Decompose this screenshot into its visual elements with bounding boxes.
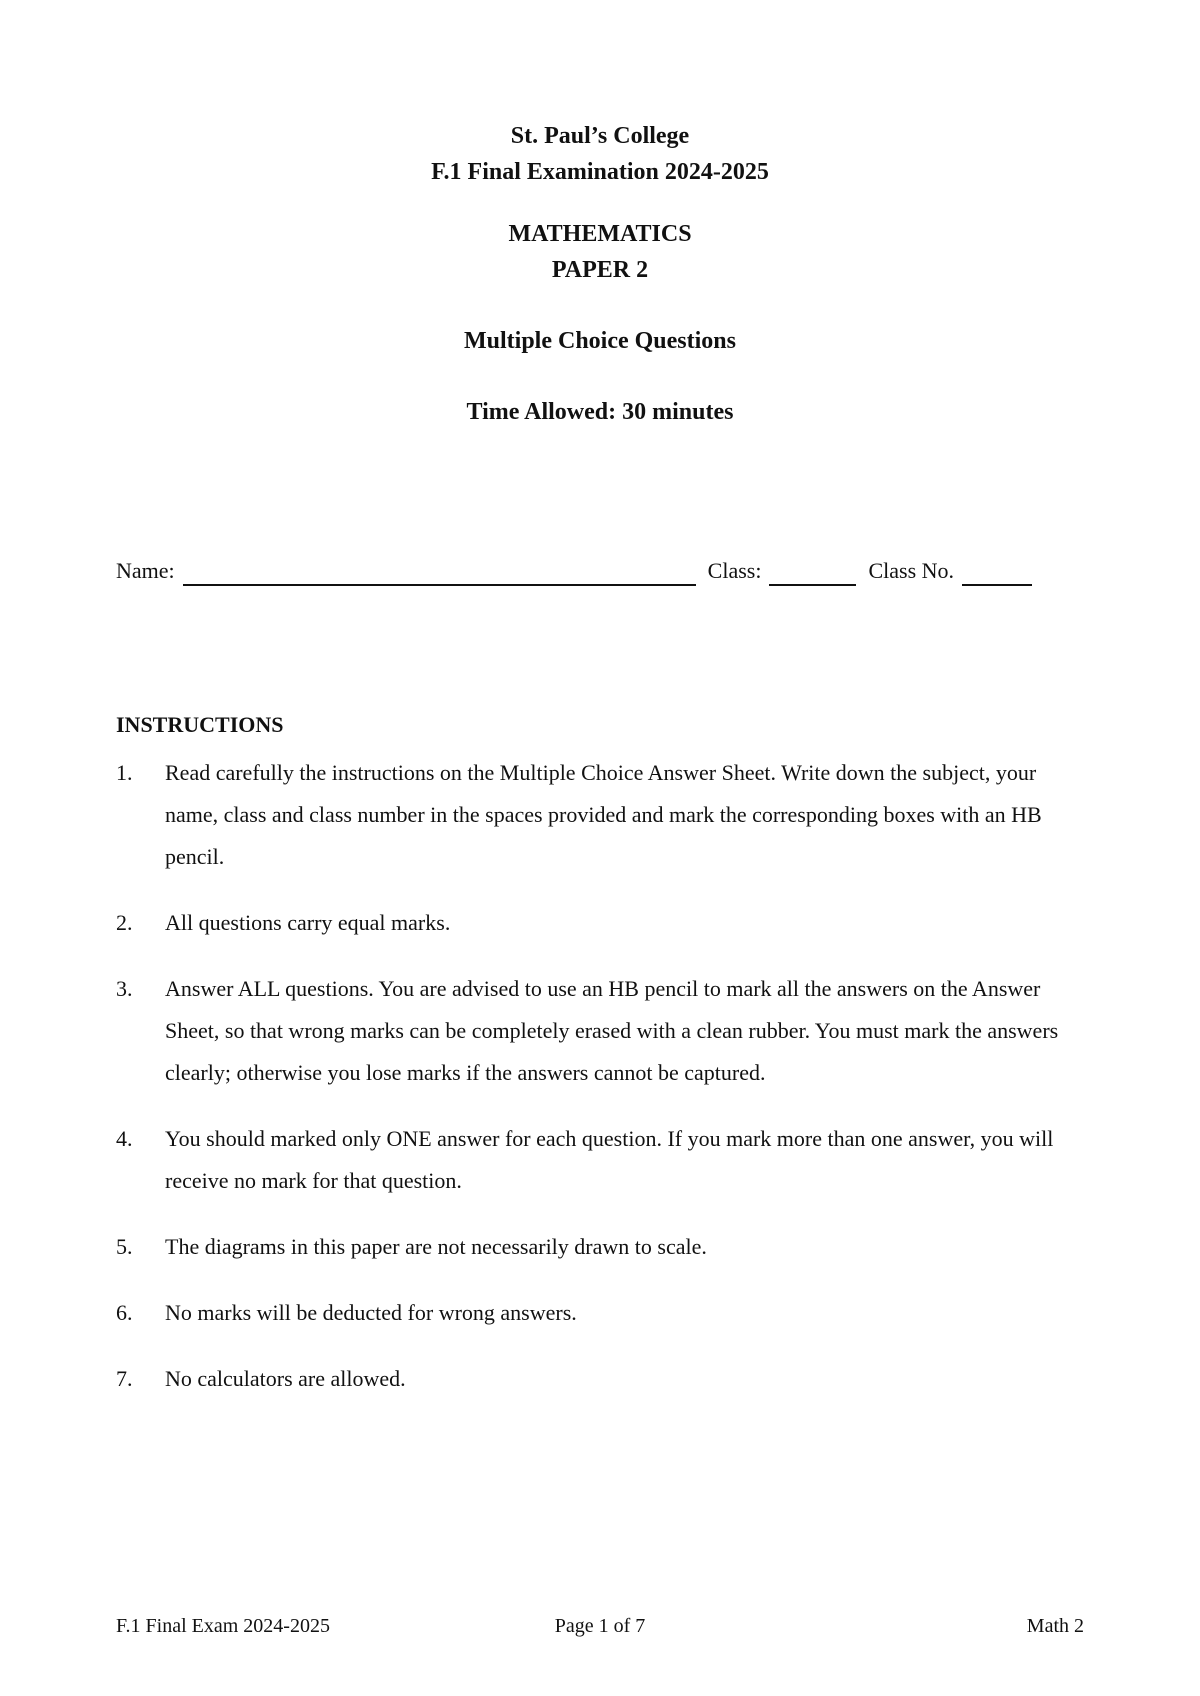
- instruction-item: [116, 1118, 1096, 1202]
- exam-title: F.1 Final Examination 2024-2025: [431, 159, 769, 185]
- footer-subject-label: Math 2: [1026, 1615, 1084, 1637]
- instruction-number: 5.: [116, 1234, 133, 1259]
- school-name: St. Paul’s College: [510, 123, 690, 149]
- instruction-item: [116, 968, 1096, 1094]
- name-label: Name:: [116, 558, 175, 583]
- footer-exam-label: F.1 Final Exam 2024-2025: [116, 1615, 330, 1637]
- instruction-text: No marks will be deducted for wrong answers.: [165, 1300, 577, 1325]
- name-blank[interactable]: [183, 562, 696, 586]
- instructions-title: INSTRUCTIONS: [116, 712, 284, 737]
- class-no-label: Class No.: [868, 558, 955, 583]
- instruction-text: Answer ALL questions. You are advised to use an HB pencil to mark all the answers on the Answer Sheet, so that wrong marks can be completely erased with a clean rubber. You must mark the answers clearly; otherwise you lose marks if the answers cannot be captured.: [165, 976, 1059, 1085]
- class-no-blank[interactable]: [962, 562, 1032, 586]
- instructions-section: [116, 710, 1096, 1424]
- instruction-text: The diagrams in this paper are not necessarily drawn to scale.: [165, 1234, 707, 1259]
- time-allowed: Time Allowed: 30 minutes: [466, 399, 734, 425]
- subject-title: MATHEMATICS: [508, 221, 692, 247]
- class-label: Class:: [707, 558, 762, 583]
- instruction-item: [116, 1292, 1096, 1334]
- instruction-item: [116, 1226, 1096, 1268]
- paper-title: PAPER 2: [551, 257, 649, 283]
- instruction-number: 2.: [116, 910, 133, 935]
- page-footer: [116, 1612, 1084, 1640]
- page-number: Page 1 of 7: [554, 1615, 646, 1637]
- instruction-text: No calculators are allowed.: [165, 1366, 406, 1391]
- class-blank[interactable]: [769, 562, 856, 586]
- instructions-list: [116, 752, 1096, 1400]
- instruction-number: 3.: [116, 976, 133, 1001]
- instruction-text: You should marked only ONE answer for each question. If you mark more than one answer, you will receive no mark for that question.: [165, 1126, 1054, 1193]
- instruction-text: All questions carry equal marks.: [165, 910, 451, 935]
- instruction-number: 1.: [116, 760, 133, 785]
- exam-header: [0, 118, 1200, 430]
- instruction-number: 6.: [116, 1300, 133, 1325]
- section-title: Multiple Choice Questions: [463, 328, 736, 354]
- instruction-number: 4.: [116, 1126, 133, 1151]
- instruction-item: [116, 752, 1096, 878]
- instruction-item: [116, 902, 1096, 944]
- instruction-number: 7.: [116, 1366, 133, 1391]
- instruction-text: Read carefully the instructions on the Multiple Choice Answer Sheet. Write down the subject, your name, class and class number in the spaces provided and mark the corresponding boxes with an HB pencil.: [165, 760, 1042, 869]
- instruction-item: [116, 1358, 1096, 1400]
- student-info-row: [116, 556, 1032, 586]
